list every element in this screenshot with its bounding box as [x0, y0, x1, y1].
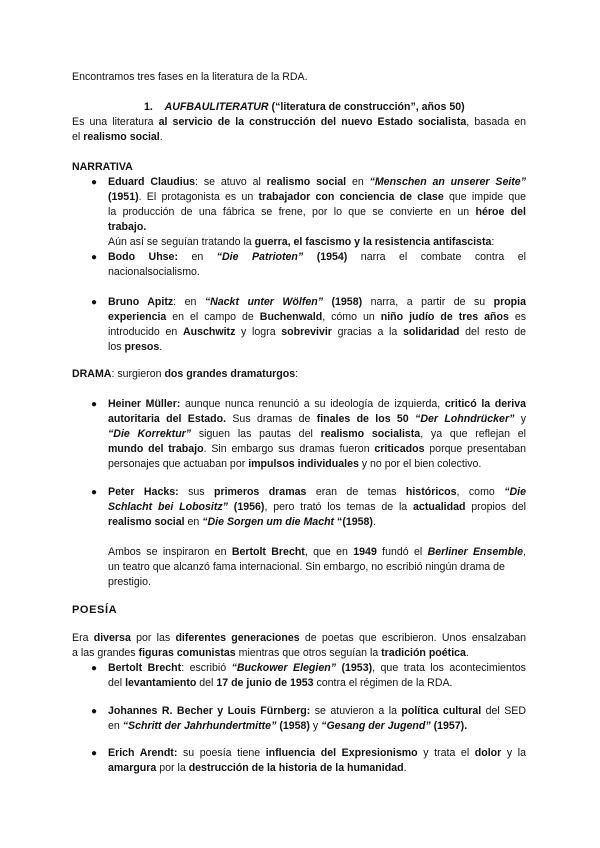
muller-line: Heiner Müller: aunque nunca renunció a su ideología de izquierda, criticó la deriva — [108, 398, 527, 410]
becher-line: en “Schritt der Jahrhundertmitte” (1958) y “Gesang der Jugend” (1957). — [108, 720, 468, 732]
poesia-intro-line: a las grandes figuras comunistas mientras que otros seguían la tradición poética. — [72, 647, 469, 659]
section-desc-line: Es una literatura al servicio de la construcción del nuevo Estado socialista, basada en — [72, 116, 526, 128]
section-heading — [144, 100, 465, 115]
section-subtitle: (“literatura de construcción”, años 50) — [271, 101, 465, 113]
claudius-line: la producción de una fábrica se frene, por lo que se convierte en un héroe del — [108, 206, 526, 218]
brecht-note-line: un teatro que alcanzó fama internacional. Sin embargo, no escribió ningún drama de — [108, 561, 505, 573]
apitz-line: experiencia en el campo de Buchenwald, cómo un niño judío de tres años es — [108, 311, 527, 323]
muller-line: personajes que actuaban por impulsos individuales y no por el bien colectivo. — [108, 458, 482, 470]
narrativa-heading: NARRATIVA — [72, 161, 133, 173]
bullet-icon: ● — [91, 748, 98, 759]
uhse-line: Bodo Uhse: en “Die Patrioten” (1954) narra el combate contra el — [108, 251, 527, 263]
bullet-icon: ● — [91, 663, 98, 674]
hacks-line: Schlacht bei Lobositz” (1956), pero trató los temas de la actualidad propios del — [108, 501, 526, 513]
drama-heading: DRAMA: surgieron dos grandes dramaturgos: — [72, 368, 299, 380]
uhse-line: nacionalsocialismo. — [108, 266, 200, 278]
claudius-line: Eduard Claudius: se atuvo al realismo social en “Menschen an unserer Seite” — [108, 176, 526, 188]
brecht-poesia-line: del levantamiento del 17 de junio de 1953 contra el régimen de la RDA. — [108, 677, 453, 689]
apitz-line: introducido en Auschwitz y logra sobrevivir gracias a la solidaridad del resto de — [108, 326, 527, 338]
brecht-poesia-line: Bertolt Brecht: escribió “Buckower Elegien” (1953), que trata los acontecimientos — [108, 662, 526, 674]
apitz-line: los presos. — [108, 341, 163, 353]
claudius-line: (1951). El protagonista es un trabajador con conciencia de clase que impide que — [108, 191, 527, 203]
arendt-line: Erich Arendt: su poesía tiene influencia del Expresionismo y trata el dolor y la — [108, 747, 527, 759]
hacks-line: realismo social en “Die Sorgen um die Macht “(1958). — [108, 516, 376, 528]
section-desc-line: el realismo social. — [72, 131, 163, 143]
bullet-icon: ● — [91, 487, 98, 498]
bullet-icon: ● — [91, 706, 98, 717]
section-number: 1. — [144, 101, 153, 113]
intro-text: Encontramos tres fases en la literatura de la RDA. — [72, 71, 308, 83]
brecht-note-line: Ambos se inspiraron en Bertolt Brecht, que en 1949 fundó el Berliner Ensemble, — [108, 546, 526, 558]
arendt-line: amargura por la destrucción de la historia de la humanidad. — [108, 762, 407, 774]
bullet-icon: ● — [91, 177, 98, 188]
becher-line: Johannes R. Becher y Louis Fürnberg: se atuvieron a la política cultural del SED — [108, 705, 526, 717]
muller-line: autoritaria del Estado. Sus dramas de finales de los 50 “Der Lohndrücker” y — [108, 413, 526, 425]
brecht-note-line: prestigio. — [108, 576, 151, 588]
bullet-icon: ● — [91, 297, 98, 308]
muller-line: “Die Korrektur” siguen las pautas del realismo socialista, ya que reflejan el — [108, 428, 527, 440]
poesia-intro-line: Era diversa por las diferentes generaciones de poetas que escribieron. Unos ensalzaban — [72, 632, 527, 644]
bullet-icon: ● — [91, 252, 98, 263]
apitz-line: Bruno Apitz: en “Nackt unter Wölfen” (1958) narra, a partir de su propia — [108, 296, 526, 308]
claudius-line: trabajo. — [108, 221, 147, 233]
poesia-heading: POESÍA — [72, 604, 118, 616]
hacks-line: Peter Hacks: sus primeros dramas eran de temas históricos, como “Die — [108, 486, 526, 498]
section-title: AUFBAULITERATUR — [164, 101, 269, 113]
muller-line: mundo del trabajo. Sin embargo sus dramas fueron criticados porque presentaban — [108, 443, 526, 455]
claudius-line: Aún así se seguían tratando la guerra, el fascismo y la resistencia antifascista: — [108, 236, 495, 248]
bullet-icon: ● — [91, 399, 98, 410]
